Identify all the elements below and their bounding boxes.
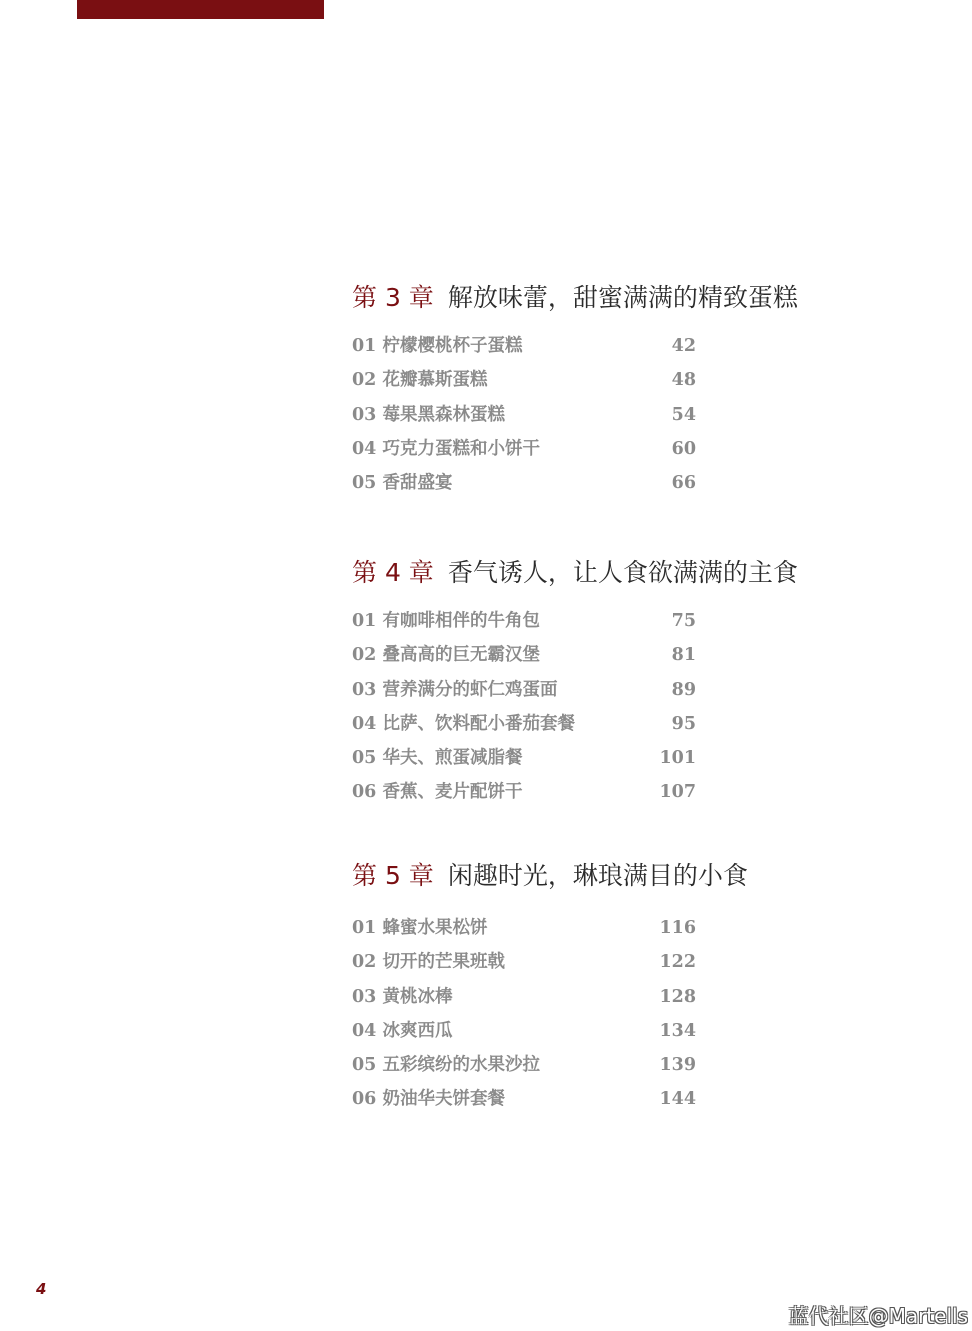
entry-title: 04 比萨、饮料配小番茄套餐 (352, 713, 575, 734)
chapter-heading (352, 283, 822, 313)
entry-title: 06 奶油华夫饼套餐 (352, 1089, 505, 1110)
entry-page-number: 48 (671, 370, 696, 391)
chapter-4 (352, 558, 822, 815)
entry-page-number: 75 (671, 611, 696, 631)
chapter-title: 解放味蕾，甜蜜满满的精致蛋糕 (447, 283, 798, 312)
entry-title: 03 莓果黑森林蛋糕 (352, 404, 505, 425)
entry-page-number: 89 (671, 679, 696, 700)
toc-entry[interactable] (352, 643, 822, 677)
entry-title: 05 华夫、煎蛋减脂餐 (352, 748, 523, 769)
toc-entry[interactable] (352, 1053, 822, 1087)
toc-entry[interactable] (352, 437, 822, 471)
entry-page-number: 144 (659, 1089, 696, 1110)
entry-title: 02 叠高高的巨无霸汉堡 (352, 645, 540, 666)
entry-page-number: 116 (659, 918, 696, 938)
toc-entry[interactable] (352, 471, 822, 505)
entry-page-number: 122 (659, 952, 696, 973)
toc-list (352, 334, 822, 505)
entry-title: 03 营养满分的虾仁鸡蛋面 (352, 679, 558, 700)
toc-entry[interactable] (352, 609, 822, 643)
entry-page-number: 101 (659, 748, 696, 769)
toc-entry[interactable] (352, 1019, 822, 1053)
toc-entry[interactable] (352, 1087, 822, 1121)
entry-title: 05 五彩缤纷的水果沙拉 (352, 1055, 540, 1076)
chapter-5 (352, 861, 822, 1122)
page-number: 4 (36, 1280, 47, 1298)
entry-page-number: 134 (659, 1020, 696, 1041)
entry-title: 06 香蕉、麦片配饼干 (352, 782, 523, 803)
entry-page-number: 128 (659, 986, 696, 1007)
toc-entry[interactable] (352, 746, 822, 780)
top-accent-bar (77, 0, 324, 19)
toc-entry[interactable] (352, 334, 822, 368)
entry-title: 04 冰爽西瓜 (352, 1020, 453, 1041)
entry-page-number: 95 (671, 713, 696, 734)
toc-entry[interactable] (352, 985, 822, 1019)
toc-entry[interactable] (352, 950, 822, 984)
chapter-label: 第 5 章 (352, 861, 434, 890)
chapter-heading (352, 558, 822, 588)
chapter-3 (352, 283, 822, 505)
toc-entry[interactable] (352, 712, 822, 746)
entry-page-number: 81 (671, 645, 696, 666)
entry-title: 05 香甜盛宴 (352, 473, 453, 494)
entry-title: 01 柠檬樱桃杯子蛋糕 (352, 336, 523, 356)
entry-title: 01 有咖啡相伴的牛角包 (352, 611, 540, 631)
toc-entry[interactable] (352, 368, 822, 402)
entry-title: 01 蜂蜜水果松饼 (352, 918, 488, 938)
toc-entry[interactable] (352, 403, 822, 437)
watermark: 蓝代社区@Martells (788, 1304, 968, 1328)
toc-entry[interactable] (352, 678, 822, 712)
toc-entry[interactable] (352, 780, 822, 814)
toc-entry[interactable] (352, 916, 822, 950)
entry-page-number: 66 (671, 473, 696, 494)
entry-page-number: 54 (671, 404, 696, 425)
chapter-title: 香气诱人，让人食欲满满的主食 (447, 558, 798, 587)
entry-page-number: 107 (659, 782, 696, 803)
chapter-label: 第 4 章 (352, 558, 434, 587)
chapter-title: 闲趣时光，琳琅满目的小食 (447, 861, 748, 890)
entry-page-number: 60 (671, 438, 696, 459)
entry-page-number: 139 (659, 1055, 696, 1076)
entry-title: 02 切开的芒果班戟 (352, 952, 505, 973)
chapter-heading (352, 861, 822, 891)
entry-title: 03 黄桃冰棒 (352, 986, 453, 1007)
chapter-label: 第 3 章 (352, 283, 434, 312)
toc-list (352, 916, 822, 1122)
entry-title: 02 花瓣慕斯蛋糕 (352, 370, 488, 391)
entry-title: 04 巧克力蛋糕和小饼干 (352, 438, 540, 459)
entry-page-number: 42 (671, 336, 696, 356)
toc-list (352, 609, 822, 815)
